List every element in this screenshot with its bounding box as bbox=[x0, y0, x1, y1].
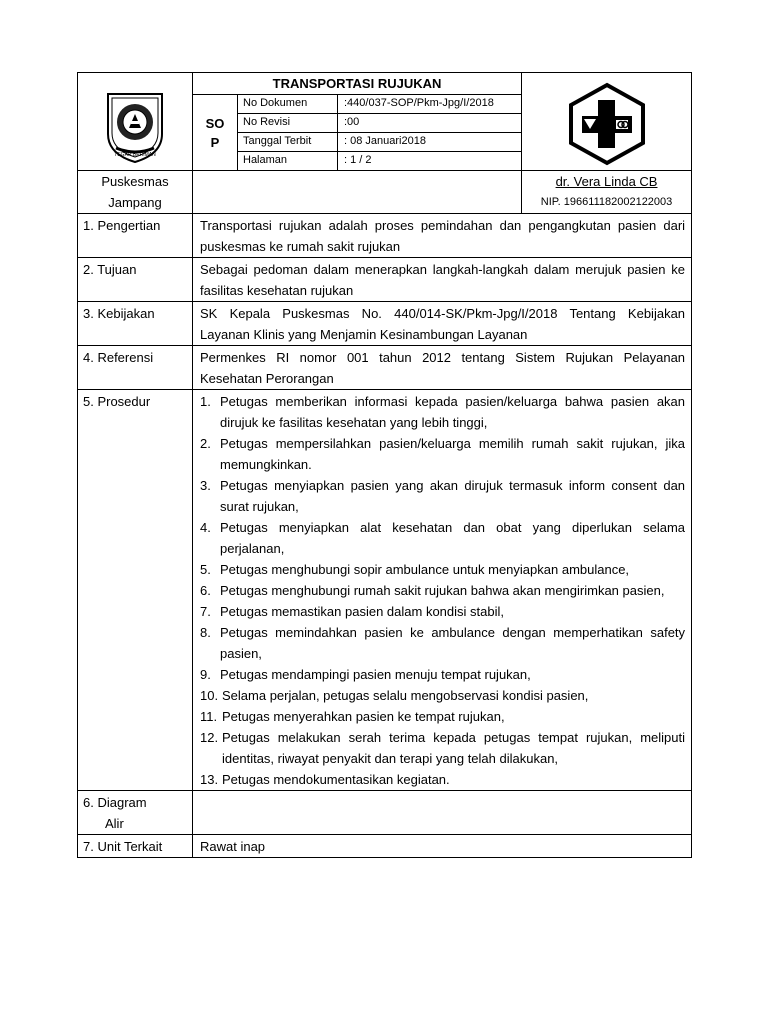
meta-label: No Dokumen bbox=[238, 95, 338, 114]
emblem-motto: TEGAR BERIMAN bbox=[114, 151, 156, 158]
section-label: 5. Prosedur bbox=[78, 390, 193, 791]
section-label: 3. Kebijakan bbox=[78, 302, 193, 346]
meta-label: Halaman bbox=[238, 152, 338, 171]
list-item: 5. Petugas menghubungi sopir ambulance untuk menyiapkan ambulance, bbox=[200, 562, 630, 577]
right-logo-cell bbox=[522, 73, 692, 171]
signer-name: dr. Vera Linda CB bbox=[555, 174, 658, 189]
pengertian-text: Transportasi rujukan adalah proses pemindahan dan pengangkutan pasien dari puskesmas ke rumah sakit rujukan bbox=[193, 214, 692, 258]
list-item: 9. Petugas mendampingi pasien menuju tempat rujukan, bbox=[200, 667, 531, 682]
left-logo-cell bbox=[78, 73, 193, 171]
org-name-line1: Puskesmas bbox=[101, 174, 169, 189]
org-name-line2: Jampang bbox=[108, 195, 162, 210]
section-label: 7. Unit Terkait bbox=[78, 835, 193, 858]
diagram-cell bbox=[193, 791, 692, 835]
list-item: 13. Petugas mendokumentasikan kegiatan. bbox=[200, 772, 450, 787]
diagram-label-line2: Alir bbox=[105, 816, 124, 831]
meta-label: No Revisi bbox=[238, 114, 338, 133]
section-label: 2. Tujuan bbox=[78, 258, 193, 302]
organization-cell bbox=[78, 171, 193, 214]
unit-terkait-text: Rawat inap bbox=[193, 835, 692, 858]
tujuan-text: Sebagai pedoman dalam menerapkan langkah-langkah dalam merujuk pasien ke fasilitas kesehatan rujukan bbox=[193, 258, 692, 302]
list-item: 4. Petugas menyiapkan alat kesehatan dan obat yang diperlukan selama perjalanan, bbox=[200, 520, 686, 556]
meta-label: Tanggal Terbit bbox=[238, 133, 338, 152]
procedure-list-cont bbox=[200, 685, 685, 790]
list-item: 11. Petugas menyerahkan pasien ke tempat rujukan, bbox=[200, 709, 505, 724]
sop-label-line1: SO bbox=[205, 115, 225, 131]
section-label bbox=[78, 791, 193, 835]
document-title: TRANSPORTASI RUJUKAN bbox=[193, 73, 522, 95]
empty-header-cell bbox=[193, 171, 522, 214]
diagram-label-line1: 6. Diagram bbox=[83, 795, 147, 810]
list-item: 2. Petugas mempersilahkan pasien/keluarga memilih rumah sakit rujukan, jika memungkinkan. bbox=[200, 436, 686, 472]
referensi-text: Permenkes RI nomor 001 tahun 2012 tentang Sistem Rujukan Pelayanan Kesehatan Perorangan bbox=[193, 346, 692, 390]
sop-document bbox=[77, 72, 691, 858]
list-item: 12. Petugas melakukan serah terima kepada petugas tempat rujukan, meliputi identitas, riwayat penyakit dan terapi yang telah dilakukan, bbox=[200, 730, 686, 766]
signer-cell bbox=[522, 171, 692, 214]
section-label: 4. Referensi bbox=[78, 346, 193, 390]
meta-value: : 1 / 2 bbox=[338, 152, 522, 171]
list-item: 1. Petugas memberikan informasi kepada pasien/keluarga bahwa pasien akan dirujuk ke fasilitas kesehatan yang lebih tinggi, bbox=[200, 394, 686, 430]
procedure-list bbox=[200, 391, 685, 685]
signer-nip: NIP. 196611182002122003 bbox=[540, 196, 673, 208]
puskesmas-logo-icon bbox=[566, 81, 648, 167]
sop-table bbox=[77, 72, 692, 858]
list-item: 7. Petugas memastikan pasien dalam kondisi stabil, bbox=[200, 604, 504, 619]
list-item: 3. Petugas menyiapkan pasien yang akan dirujuk termasuk inform consent dan surat rujukan, bbox=[200, 478, 686, 514]
prosedur-cell bbox=[193, 390, 692, 791]
meta-value: : 08 Januari2018 bbox=[338, 133, 522, 152]
meta-value: :440/037-SOP/Pkm-Jpg/I/2018 bbox=[338, 95, 522, 114]
meta-value: :00 bbox=[338, 114, 522, 133]
kebijakan-text: SK Kepala Puskesmas No. 440/014-SK/Pkm-Jpg/I/2018 Tentang Kebijakan Layanan Klinis yang Menjamin Kesinambungan Layanan bbox=[193, 302, 692, 346]
sop-label-line2: P bbox=[210, 134, 220, 150]
list-item: 8. Petugas memindahkan pasien ke ambulance dengan memperhatikan safety pasien, bbox=[200, 625, 686, 661]
section-label: 1. Pengertian bbox=[78, 214, 193, 258]
list-item: 6. Petugas menghubungi rumah sakit rujukan bahwa akan mengirimkan pasien, bbox=[200, 583, 665, 598]
list-item: 10. Selama perjalan, petugas selalu mengobservasi kondisi pasien, bbox=[200, 688, 589, 703]
sop-label-cell bbox=[193, 95, 238, 171]
